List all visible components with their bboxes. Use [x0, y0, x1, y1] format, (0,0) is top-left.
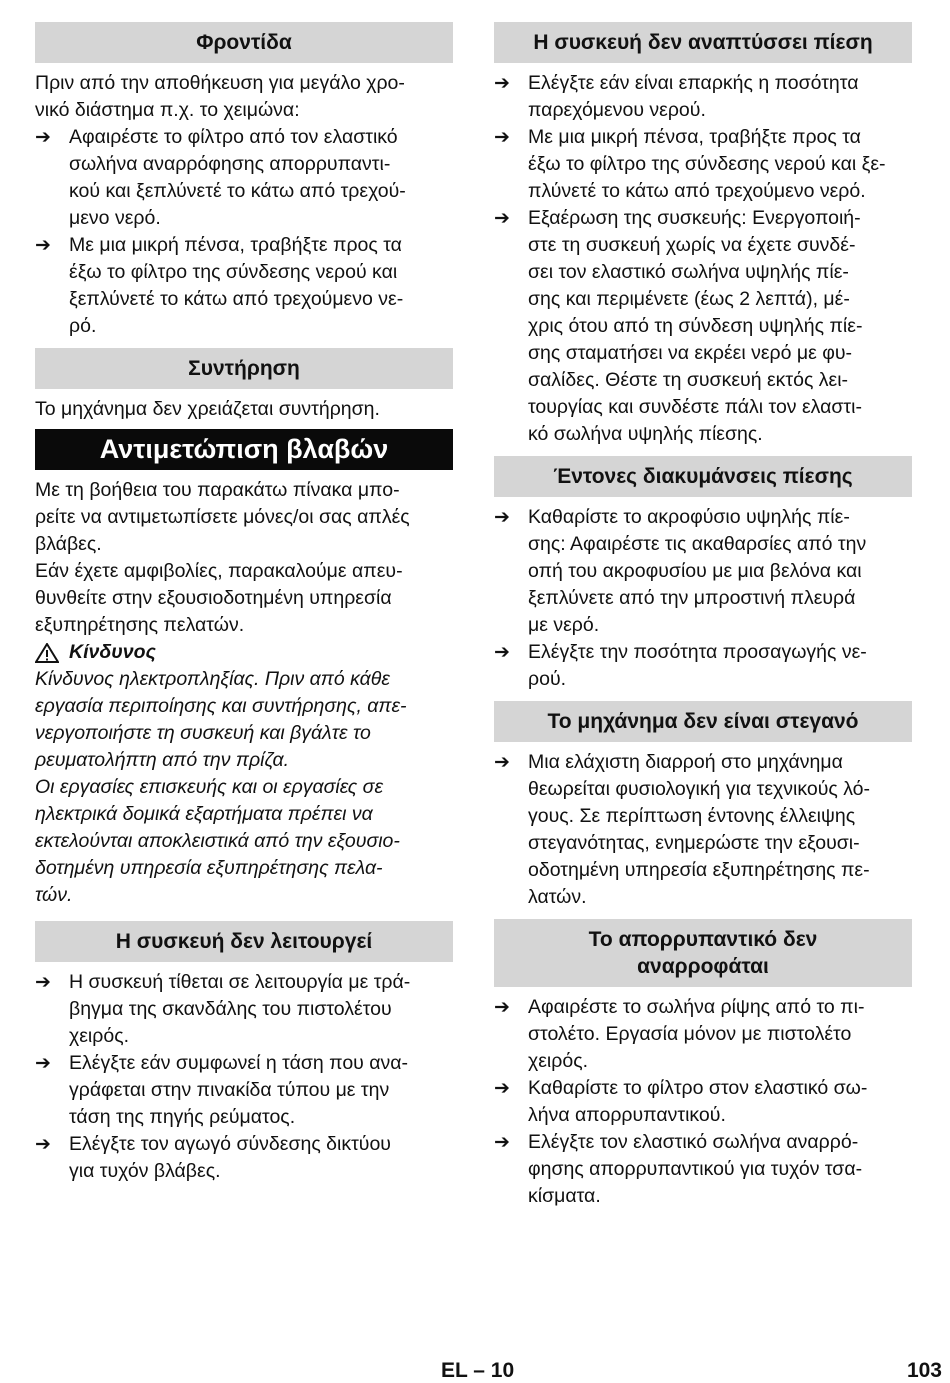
text-line: Αφαιρέστε το φίλτρο από τον ελαστικό	[69, 126, 398, 148]
section-heading-no-pressure: Η συσκευή δεν αναπτύσσει πίεση	[494, 22, 912, 63]
text-line: δοτημένη υπηρεσία εξυπηρέτησης πελα-	[35, 857, 383, 879]
text-line: ρευματολήπτη από την πρίζα.	[35, 749, 290, 771]
arrow-right-icon: ➔	[35, 1053, 51, 1074]
heading-line: Το απορρυπαντικό δεν	[588, 928, 818, 951]
section-heading-leaking: Το μηχάνημα δεν είναι στεγανό	[494, 701, 912, 742]
text-line: χειρός.	[69, 1025, 130, 1047]
text-line: Αφαιρέστε το σωλήνα ρίψης από το πι-	[528, 996, 865, 1018]
danger-text-2	[35, 774, 453, 909]
right-column	[494, 22, 912, 1210]
text-line: Ελέγξτε εάν είναι επαρκής η ποσότητα	[528, 72, 859, 94]
section-heading-fluctuations: Έντονες διακυμάνσεις πίεσης	[494, 456, 912, 497]
warning-triangle-icon	[35, 643, 59, 663]
text-line: οπή του ακροφυσίου με μια βελόνα και	[528, 560, 862, 582]
text-line: Ελέγξτε την ποσότητα προσαγωγής νε-	[528, 641, 867, 663]
text-line: ηλεκτρικά δομικά εξαρτήματα πρέπει να	[35, 803, 373, 825]
text-line: Με μια μικρή πένσα, τραβήξτε προς τα	[528, 126, 861, 148]
text-line: βηγμα της σκανδάλης του πιστολέτου	[69, 998, 392, 1020]
text-line: κό σωλήνα υψηλής πίεσης.	[528, 423, 763, 445]
text-line: ξεπλύνετέ το κάτω από τρεχούμενο νε-	[69, 288, 404, 310]
care-bullet-2	[35, 232, 453, 340]
text-line: σει τον ελαστικό σωλήνα υψηλής πίε-	[528, 261, 849, 283]
text-line: για τυχόν βλάβες.	[69, 1160, 221, 1182]
troubleshooting-intro	[35, 477, 453, 558]
no-pressure-bullet-3	[494, 205, 912, 448]
arrow-right-icon: ➔	[494, 642, 510, 663]
text-line: νεργοποιήστε τη συσκευή και βγάλτε το	[35, 722, 371, 744]
arrow-right-icon: ➔	[494, 752, 510, 773]
text-line: λήνα απορρυπαντικού.	[528, 1104, 726, 1126]
arrow-right-icon: ➔	[35, 235, 51, 256]
section-heading-not-working: Η συσκευή δεν λειτουργεί	[35, 921, 453, 962]
danger-label-text: Κίνδυνος	[69, 641, 156, 663]
text-line: ρείτε να αντιμετωπίσετε μόνες/οι σας απλές	[35, 506, 410, 528]
fluctuations-bullet-2	[494, 639, 912, 693]
text-line: έξω το φίλτρο της σύνδεσης νερού και ξε-	[528, 153, 886, 175]
text-line: γράφεται στην πινακίδα τύπου με την	[69, 1079, 390, 1101]
care-intro	[35, 70, 453, 124]
heading-line: αναρροφάται	[637, 955, 769, 978]
text-line: οδοτημένη υπηρεσία εξυπηρέτησης πε-	[528, 859, 870, 881]
text-line: ρού.	[528, 668, 567, 690]
arrow-right-icon: ➔	[494, 507, 510, 528]
left-column	[35, 22, 453, 1185]
text-line: σης σταματήσει να εκρέει νερό με φυ-	[528, 342, 853, 364]
section-heading-detergent	[494, 919, 912, 987]
text-line: πλύνετέ το κάτω από τρεχούμενο νερό.	[528, 180, 866, 202]
arrow-right-icon: ➔	[494, 208, 510, 229]
detergent-bullet-2	[494, 1075, 912, 1129]
text-line: στε τη συσκευή χωρίς να έχετε συνδέ-	[528, 234, 856, 256]
not-working-bullet-3	[35, 1131, 453, 1185]
fluctuations-bullet-1	[494, 504, 912, 639]
chapter-heading-troubleshooting: Αντιμετώπιση βλαβών	[35, 429, 453, 470]
no-pressure-bullet-1	[494, 70, 912, 124]
care-bullet-1	[35, 124, 453, 232]
text-line: Ελέγξτε εάν συμφωνεί η τάση που ανα-	[69, 1052, 409, 1074]
section-heading-maintenance: Συντήρηση	[35, 348, 453, 389]
text-line: σης: Αφαιρέστε τις ακαθαρσίες από την	[528, 533, 867, 555]
text-line: Οι εργασίες επισκευής και οι εργασίες σε	[35, 776, 384, 798]
text-line: Ελέγξτε τον αγωγό σύνδεσης δικτύου	[69, 1133, 391, 1155]
text-line: Με μια μικρή πένσα, τραβήξτε προς τα	[69, 234, 402, 256]
text-line: τών.	[35, 884, 73, 906]
arrow-right-icon: ➔	[35, 972, 51, 993]
text-line: Ελέγξτε τον ελαστικό σωλήνα αναρρό-	[528, 1131, 859, 1153]
text-line: ρό.	[69, 315, 97, 337]
text-line: χρις ότου από τη σύνδεση υψηλής πίε-	[528, 315, 863, 337]
text-line: Καθαρίστε το φίλτρο στον ελαστικό σω-	[528, 1077, 868, 1099]
text-line: σης και περιμένετε (έως 2 λεπτά), μέ-	[528, 288, 850, 310]
text-line: γους. Σε περίπτωση έντονης έλλειψης	[528, 805, 856, 827]
text-line: βλάβες.	[35, 533, 102, 555]
text-line: εκτελούνται αποκλειστικά από την εξουσιο-	[35, 830, 400, 852]
text-line: τάση της πηγής ρεύματος.	[69, 1106, 296, 1128]
text-line: παρεχόμενου νερού.	[528, 99, 706, 121]
footer-page-number: 103	[906, 1359, 942, 1382]
text-line: τουργίας και συνδέστε πάλι τον ελαστι-	[528, 396, 862, 418]
text-line: με νερό.	[528, 614, 600, 636]
arrow-right-icon: ➔	[494, 1132, 510, 1153]
detergent-bullet-1	[494, 994, 912, 1075]
text-line: κού και ξεπλύνετέ το κάτω από τρεχού-	[69, 180, 406, 202]
text-line: Μια ελάχιστη διαρροή στο μηχάνημα	[528, 751, 843, 773]
text-line: εργασία περιποίησης και συντήρησης, απε-	[35, 695, 407, 717]
text-line: κίσματα.	[528, 1185, 601, 1207]
text-line: θεωρείται φυσιολογική για τεχνικούς λό-	[528, 778, 870, 800]
arrow-right-icon: ➔	[35, 1134, 51, 1155]
text-line: νικό διάστημα π.χ. το χειμώνα:	[35, 99, 300, 121]
text-line: Η συσκευή τίθεται σε λειτουργία με τρά-	[69, 971, 411, 993]
arrow-right-icon: ➔	[494, 73, 510, 94]
arrow-right-icon: ➔	[494, 1078, 510, 1099]
text-line: σωλήνα αναρρόφησης απορρυπαντι-	[69, 153, 391, 175]
text-line: Καθαρίστε το ακροφύσιο υψηλής πίε-	[528, 506, 850, 528]
section-heading-care: Φροντίδα	[35, 22, 453, 63]
not-working-bullet-2	[35, 1050, 453, 1131]
text-line: λατών.	[528, 886, 587, 908]
text-line: χειρός.	[528, 1050, 589, 1072]
maintenance-text: Το μηχάνημα δεν χρειάζεται συντήρηση.	[35, 398, 380, 420]
text-line: Πριν από την αποθήκευση για μεγάλο χρο-	[35, 72, 405, 94]
arrow-right-icon: ➔	[494, 127, 510, 148]
leaking-bullet-1	[494, 749, 912, 911]
not-working-bullet-1	[35, 969, 453, 1050]
detergent-bullet-3	[494, 1129, 912, 1210]
text-line: ξεπλύνετε από την μπροστινή πλευρά	[528, 587, 856, 609]
arrow-right-icon: ➔	[494, 997, 510, 1018]
text-line: Κίνδυνος ηλεκτροπληξίας. Πριν από κάθε	[35, 668, 390, 690]
text-line: Με τη βοήθεια του παρακάτω πίνακα μπο-	[35, 479, 400, 501]
text-line: Εξαέρωση της συσκευής: Ενεργοποιή-	[528, 207, 861, 229]
text-line: εξυπηρέτησης πελατών.	[35, 614, 245, 636]
danger-text-1	[35, 666, 453, 774]
text-line: έξω το φίλτρο της σύνδεσης νερού και	[69, 261, 398, 283]
footer-language-page: EL – 10	[441, 1359, 515, 1382]
danger-label	[35, 639, 453, 666]
text-line: στολέτο. Εργασία μόνον με πιστολέτο	[528, 1023, 852, 1045]
text-line: φησης απορρυπαντικού για τυχόν τσα-	[528, 1158, 863, 1180]
text-line: θυνθείτε στην εξουσιοδοτημένη υπηρεσία	[35, 587, 392, 609]
troubleshooting-contact	[35, 558, 453, 639]
text-line: σαλίδες. Θέστε τη συσκευή εκτός λει-	[528, 369, 849, 391]
arrow-right-icon: ➔	[35, 127, 51, 148]
text-line: μενο νερό.	[69, 207, 161, 229]
no-pressure-bullet-2	[494, 124, 912, 205]
text-line: Εάν έχετε αμφιβολίες, παρακαλούμε απευ-	[35, 560, 403, 582]
text-line: στεγανότητας, ενημερώστε την εξουσι-	[528, 832, 860, 854]
